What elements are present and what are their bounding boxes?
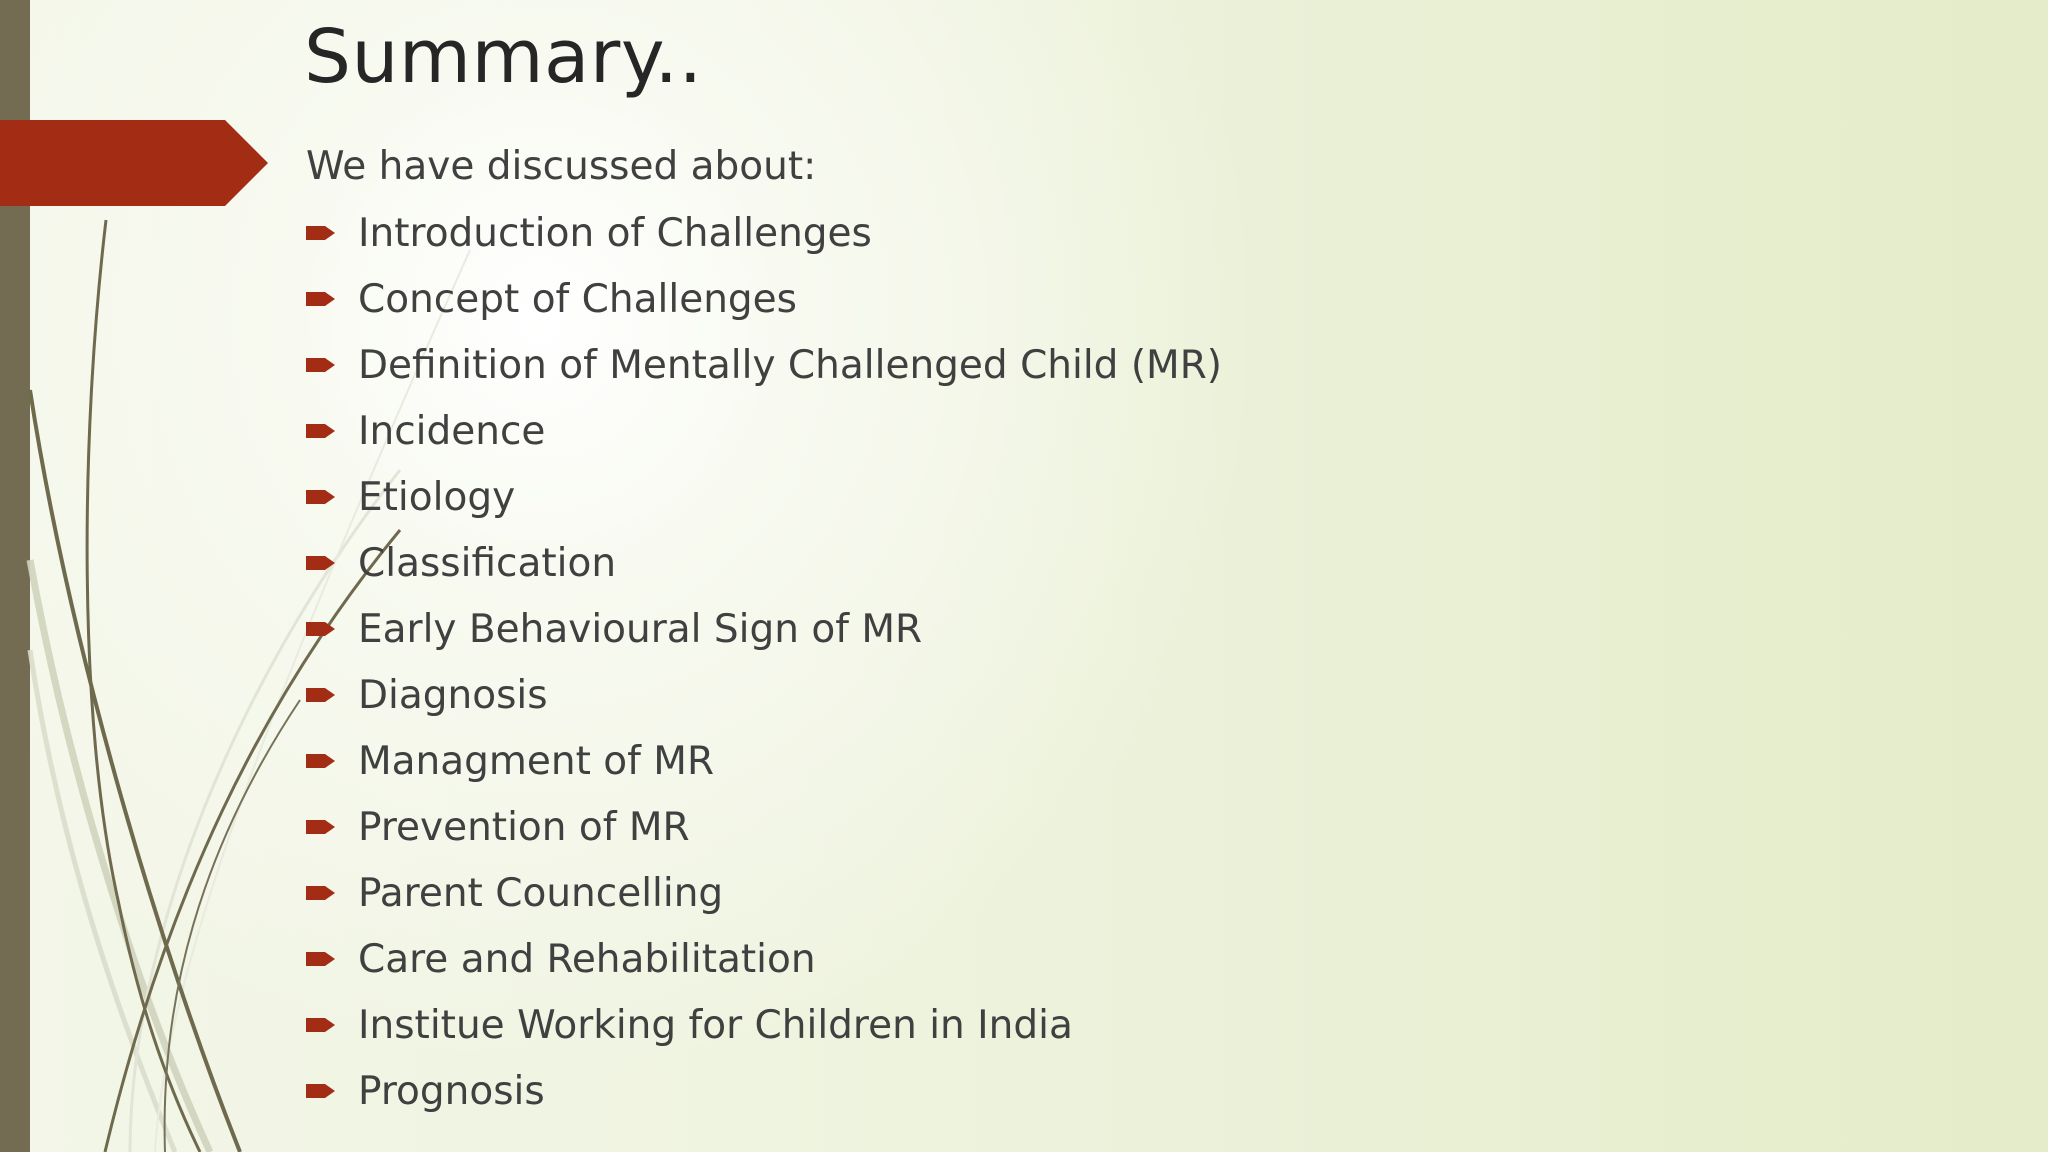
arrow-bullet-icon [306,949,336,969]
list-item [306,1058,1222,1124]
list-item-label: Prevention of MR [358,804,690,850]
list-item [306,464,1222,530]
list-item [306,926,1222,992]
list-item-label: Prognosis [358,1068,545,1114]
list-item-label: Classification [358,540,617,586]
list-item [306,728,1222,794]
arrow-bullet-icon [306,487,336,507]
list-item [306,860,1222,926]
list-item-label: Early Behavioural Sign of MR [358,606,923,652]
arrow-bullet-icon [306,619,336,639]
list-item-label: Definition of Mentally Challenged Child (MR) [358,342,1223,388]
list-item [306,332,1222,398]
arrow-bullet-icon [306,223,336,243]
intro-text: We have discussed about: [306,144,817,189]
list-item-label: Managment of MR [358,738,715,784]
arrow-bullet-icon [306,751,336,771]
list-item-label: Parent Councelling [358,870,724,916]
arrow-bullet-icon [306,289,336,309]
arrow-bullet-icon [306,553,336,573]
list-item [306,398,1222,464]
list-item [306,794,1222,860]
arrow-bullet-icon [306,883,336,903]
arrow-bullet-icon [306,1015,336,1035]
summary-bullet-list [306,200,1222,1124]
arrow-bullet-icon [306,355,336,375]
list-item [306,662,1222,728]
arrow-bullet-icon [306,1081,336,1101]
list-item-label: Introduction of Challenges [358,210,872,256]
list-item-label: Institue Working for Children in India [358,1002,1073,1048]
arrow-bullet-icon [306,421,336,441]
list-item-label: Etiology [358,474,516,520]
slide-title: Summary.. [304,14,703,100]
list-item-label: Care and Rehabilitation [358,936,816,982]
list-item-label: Incidence [358,408,546,454]
list-item [306,596,1222,662]
list-item [306,266,1222,332]
list-item [306,200,1222,266]
list-item-label: Diagnosis [358,672,548,718]
accent-arrow-shape [0,120,268,206]
list-item [306,992,1222,1058]
arrow-bullet-icon [306,817,336,837]
list-item-label: Concept of Challenges [358,276,797,322]
list-item [306,530,1222,596]
arrow-bullet-icon [306,685,336,705]
